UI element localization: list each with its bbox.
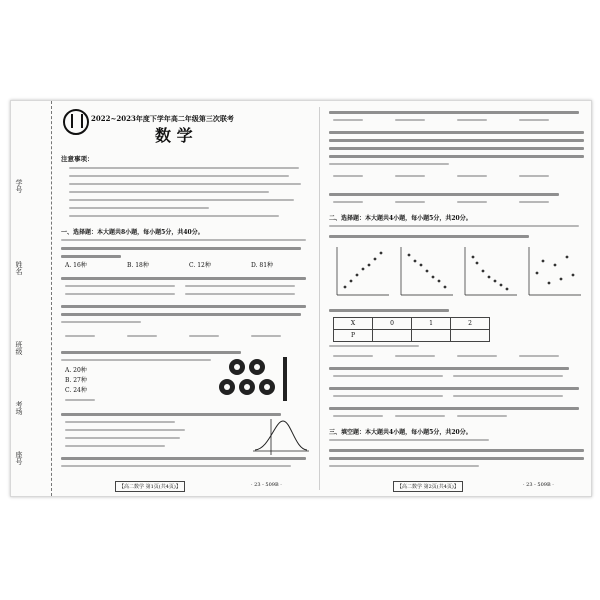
footer-code-left: · 23 - 509B · xyxy=(251,482,282,488)
q1-option-a: A. 16种 xyxy=(65,262,87,269)
exam-sheet xyxy=(10,100,592,497)
table-cell: P xyxy=(334,330,373,342)
q1-option-b: B. 18种 xyxy=(127,262,149,269)
table-cell: 2 xyxy=(451,318,490,330)
table-cell: 0 xyxy=(373,318,412,330)
notice-heading: 注意事项： xyxy=(61,155,94,163)
page-left xyxy=(55,101,317,496)
q4-option-b: B. 27种 xyxy=(65,377,87,384)
page-right xyxy=(323,101,589,496)
binding-margin xyxy=(11,101,52,496)
choice-section-heading: 一、选择题：本大题共8小题，每小题5分，共40分。 xyxy=(61,229,204,236)
table-cell xyxy=(412,330,451,342)
table-cell: X xyxy=(334,318,373,330)
curve-figure xyxy=(251,417,311,457)
table-cell xyxy=(451,330,490,342)
q4-option-c: C. 24种 xyxy=(65,387,87,394)
multi-section-heading: 二、选择题：本大题共4小题，每小题5分，共20分。 xyxy=(329,215,472,222)
scatter-plots-figure xyxy=(333,243,583,301)
publisher-logo-icon xyxy=(63,109,89,135)
table-cell: 1 xyxy=(412,318,451,330)
margin-label-seat: 座号 xyxy=(15,451,23,465)
margin-label-name: 姓名 xyxy=(15,261,23,275)
fill-section-heading: 三、填空题：本大题共4小题，每小题5分，共20分。 xyxy=(329,429,472,436)
footer-right: 【高二数学 第2页(共4页)】 xyxy=(393,481,463,492)
margin-label-id: 学号 xyxy=(15,179,23,193)
q4-option-a: A. 20种 xyxy=(65,367,87,374)
q1-option-d: D. 81种 xyxy=(251,262,274,269)
subject-title: 数 学 xyxy=(155,126,193,145)
page-divider xyxy=(319,107,320,490)
table-cell xyxy=(373,330,412,342)
footer-code-right: · 23 - 509B · xyxy=(523,482,554,488)
margin-label-class: 班级 xyxy=(15,341,23,355)
coins-figure xyxy=(215,357,295,401)
q1-option-c: C. 12种 xyxy=(189,262,211,269)
exam-title: 2022~2023年度下学年高二年级第三次联考 xyxy=(91,114,234,123)
footer-left: 【高二数学 第1页(共4页)】 xyxy=(115,481,185,492)
margin-label-room: 考场 xyxy=(15,401,23,415)
distribution-table xyxy=(333,317,490,342)
